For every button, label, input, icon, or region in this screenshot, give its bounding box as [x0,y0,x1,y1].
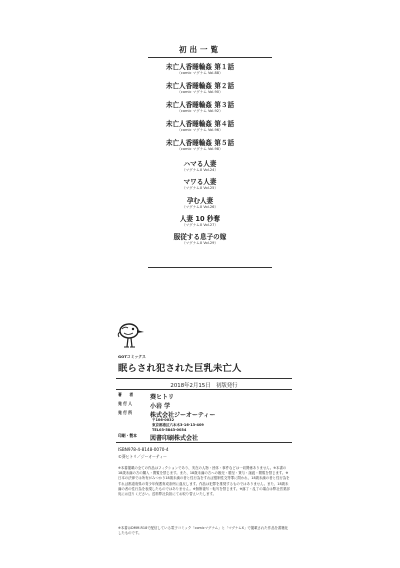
toc-entry-title: ハマる人妻 [183,160,217,168]
toc-top-rule [148,57,272,58]
toc-entry-source: （comic マグナム Vol.88） [177,71,223,75]
toc-entry-source: （マグナムX Vol.24） [181,168,219,172]
toc-entry-source: （comic マグナム Vol.92） [177,109,223,113]
book-title: 眠らされ犯された巨乳未亡人 [118,363,242,374]
toc-entry-title: 人妻 10 秒奪 [179,215,221,223]
toc-entry-source: （マグナムX Vol.29） [181,241,219,245]
toc-entry [0,233,400,246]
toc-entry-source: （マグナムX Vol.27） [181,223,219,227]
toc-entry-title: 未亡人香睡輪姦 第４話 [165,120,235,128]
toc-entry [0,160,400,173]
toc-entry [0,139,400,152]
author-name: 葵ヒトリ [150,394,175,401]
isbn: ISBN978-4-8148-0070-4 [118,447,169,452]
publisher-phone: TEL03-5843-0034 [152,428,187,432]
postal-code: 〒106-0032 [152,418,174,422]
publisher-bird-logo [116,320,146,352]
toc-bottom-rule [148,267,272,268]
toc-entry [0,82,400,95]
toc-entry-title: 未亡人香睡輪姦 第２話 [165,82,235,90]
publisher-address: 東京都港区六本木3-16-13-409 [152,423,204,427]
toc-entry-source: （comic マグナム Vol.90） [177,90,223,94]
toc-entry-title: 未亡人香睡輪姦 第５話 [165,139,235,147]
toc-entry-source: （comic マグナム Vol.96） [177,128,223,132]
copyright-line: ©葵ヒトリ／ジーオーティー [118,454,167,459]
publisher-company: 株式会社ジーオーティー [150,412,216,419]
toc-entry-title: 未亡人香睡輪姦 第１話 [165,63,235,71]
publisher-person: 小岩 学 [150,403,171,410]
toc-entry-source: （マグナムX Vol.25） [181,186,219,190]
toc-entry-title: 孕む人妻 [186,197,214,205]
toc-entry [0,215,400,228]
legal-notice: ※本書掲載の全ての作品はフィクションであり、実在の人物・団体・事件などは一切関係ありません。※本書の18歳未満の方の購入・閲覧を禁じます。また、18歳未満の方への販売・贈呈・貸与・譲渡・閲覧を禁じます。※日本の法律では所有がみつかり18歳未満の者と性行為をすれば強制性交等罪に問われ、18歳未満の者と性行為をすれば都道府県の青少年保護育成条例に違反します。作品は犯罪を推奨するものではありません。また、18歳未満の者の性行為を表現したものではありません。※無断複写・転写を禁じます。※落丁・乱丁の場合は弊社営業部宛にお送りください。送料弊社負担にてお取り替えいたします。 [118,466,290,497]
credit-label: 著 者 [118,392,134,397]
colophon-rule-top [116,378,292,379]
colophon-rule-isbn [116,442,292,443]
printer-name: 図書印刷株式会社 [150,435,199,442]
toc-entry [0,63,400,76]
toc-entry-source: （マグナムX Vol.26） [181,205,219,209]
toc-entry-source: （comic マグナム Vol.98） [177,147,223,151]
publication-date: 2018年2月15日 初版発行 [170,383,238,389]
toc-heading: 初出一覧 [179,45,221,54]
toc-entry-title: 未亡人香睡輪姦 第３話 [165,101,235,109]
credit-label: 印刷・製本 [118,433,137,438]
credit-label: 発 行 所 [118,410,133,415]
imprint-label: GOTコミックス [118,354,146,359]
toc-entry-title: マワる人妻 [183,178,217,186]
toc-entry [0,178,400,191]
digital-source-notice: ※本書はDMM.R18で配信している電子コミック「comicマグナム」と「マグナムX」で掲載された作品を書籍化したものです。 [118,526,289,536]
toc-entry [0,120,400,133]
toc-entry [0,197,400,210]
toc-entry [0,101,400,114]
credit-label: 発 行 人 [118,401,133,406]
toc-entry-title: 服従する息子の嫁 [173,233,227,241]
colophon-rule-date [116,389,292,390]
